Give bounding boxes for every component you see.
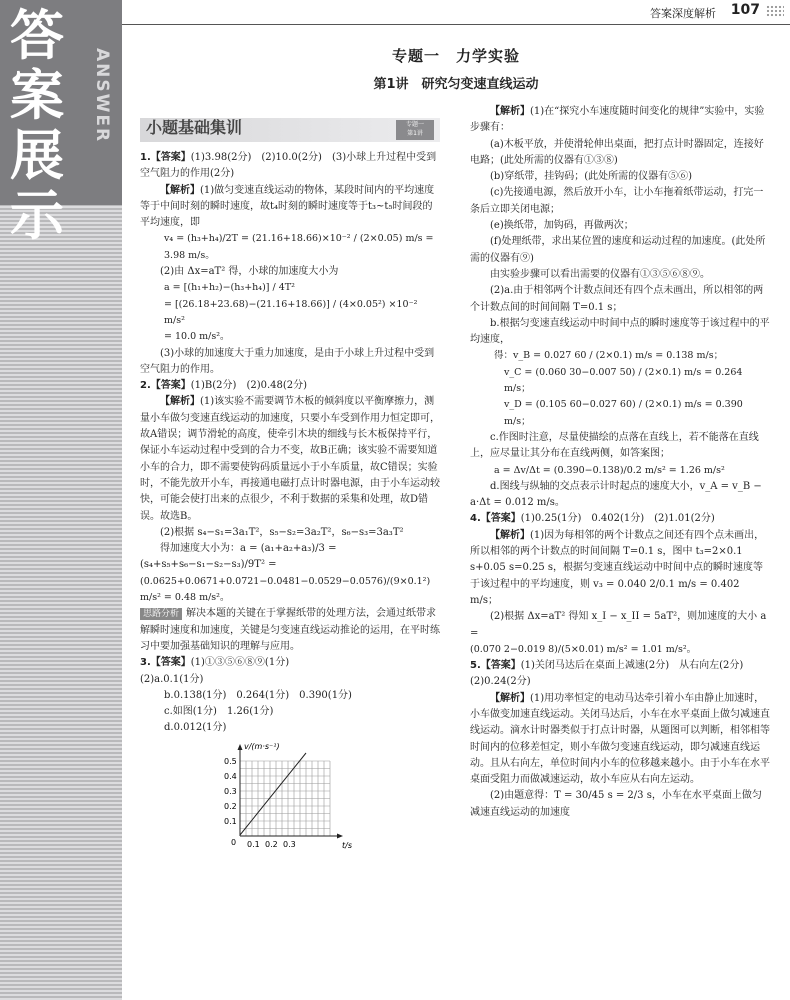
q4-analysis-text: (1)因为每相邻的两个计数点之间还有四个点未画出，所以相邻的两个计数点的时间间隔 T=0.1 s，图中 t₃=2×0.1 s+0.05 s=0.25 s，根据匀变速直线运动中时间中点的瞬时速度等于该过程中的平均速度，则 v₃ = 0.040 2/0.1 m/s = 0.402 m/s； <box>470 529 765 606</box>
answer-tag: 【答案】 <box>150 152 191 163</box>
graph-origin: 0 <box>231 837 237 847</box>
q2-answer <box>140 378 440 394</box>
q1-equation-1: v₄ = (h₃+h₄)/2T = (21.16+18.66)×10⁻² / (2×0.05) m/s = 3.98 m/s。 <box>164 233 434 261</box>
fit-line <box>240 753 306 835</box>
q2-analysis-text: (1)该实验不需要调节木板的倾斜度以平衡摩擦力，测量小车做匀变速直线运动的加速度，只要小车受到作用力恒定即可，故A错误；调节滑轮的高度，使牵引木块的细线与长木板保持平行，保证小车运动过程中受到的合力不变，故B正确；该实验不需要知道小车的合力，即不需要使钩码质量远小于小车质量，故C错误；实验时，不能先放开小车，再接通电磁打点计时器电源，由于小车运动较快，可能会使打出来的点很少，不利于数据的采集和处理，故D错误。故选B。 <box>140 396 440 522</box>
xtick-0-3: 0.3 <box>283 839 296 849</box>
q3-paragraph-8: (2)a.由于相邻两个计数点间还有四个点未画出，所以相邻的两个计数点间的时间间隔 T=0.1 s； <box>470 285 764 313</box>
q3-step-b: (b)穿纸带，挂钩码；(此处所需的仪器有⑤⑥) <box>490 171 693 183</box>
q2-thinking <box>140 606 440 655</box>
q3-equation-3: v_D = (0.105 60−0.027 60) / (2×0.1) m/s = 0.390 m/s； <box>504 399 743 427</box>
q1-answer <box>140 150 440 183</box>
q3-paragraph-9: b.根据匀变速直线运动中时间中点的瞬时速度等于该过程中的平均速度， <box>470 317 770 346</box>
analysis-tag: 【解析】 <box>490 106 530 117</box>
q1-paragraph-2: (2)由 Δx=aT² 得，小球的加速度大小为 <box>160 266 339 278</box>
dots-icon <box>766 5 784 17</box>
graph-xlabel: t/s <box>342 840 352 850</box>
q3-line-2: b.0.138(1分) 0.264(1分) 0.390(1分) <box>164 689 352 701</box>
q1-answer-text: (1)3.98(2分) (2)10.0(2分) (3)小球上升过程中受到空气阻力的作用(2分) <box>140 152 437 180</box>
q3-line-4: d.0.012(1分) <box>164 722 227 734</box>
q1-analysis-text: (1)做匀变速直线运动的物体，某段时间内的平均速度等于中间时刻的瞬时速度，故t₄时刻的瞬时速度等于t₃~t₅时间段的平均速度，即 <box>140 184 435 229</box>
xtick-0-2: 0.2 <box>265 839 278 849</box>
q3-paragraph-10: c.作图时注意，尽量使描绘的点落在直线上，若不能落在直线上，应尽量让其分布在直线两侧，如答案图； <box>470 431 759 460</box>
answer-tag: 【答案】 <box>150 380 191 392</box>
vt-graph-svg <box>224 741 358 853</box>
ytick-0-2: 0.2 <box>224 801 237 811</box>
q3-number: 3. <box>140 657 151 669</box>
q1-equation-4: = 10.0 m/s²。 <box>164 331 230 343</box>
q1-analysis <box>140 183 440 232</box>
section-banner <box>140 118 440 142</box>
q4-answer-text: (1)0.25(1分) 0.402(1分) (2)1.01(2分) <box>520 513 715 525</box>
graph-ylabel: v/(m·s⁻¹) <box>244 741 280 751</box>
vt-graph <box>224 741 352 851</box>
q3-step-a: (a)木板平放，并使滑轮伸出桌面，把打点计时器固定，连接好电路；(此处所需的仪器有①③⑧) <box>470 138 764 166</box>
q2-equation: (0.0625+0.0671+0.0721−0.0481−0.0529−0.0576)/(9×0.1²) m/s² = 0.48 m/s²。 <box>140 575 431 604</box>
q2-analysis <box>140 394 440 524</box>
q4-analysis <box>470 528 770 609</box>
banner-title: 小题基础集训 <box>146 118 243 137</box>
analysis-tag: 【解析】 <box>490 692 530 704</box>
banner-tag-line1: 专题一 <box>405 121 424 128</box>
header-label: 答案深度解析 <box>650 7 716 20</box>
q2-thinking-text: 解决本题的关键在于掌握纸带的处理方法，会通过纸带求解瞬时速度和加速度，关键是匀变速直线运动推论的运用，在平时练习中要加强基础知识的理解与应用。 <box>140 608 440 652</box>
q3-paragraph-11: d.图线与纵轴的交点表示计时起点的速度大小，v_A = v_B − a·Δt = 0.012 m/s。 <box>470 480 762 509</box>
answer-tag: 【答案】 <box>150 657 191 669</box>
q5-answer-text: (1)关闭马达后在桌面上减速(2分) 从右向左(2分) <box>520 660 744 672</box>
q3-answer-text: (1)①③⑤⑥⑧⑨(1分) <box>190 657 290 669</box>
q3-line-3: c.如图(1分) 1.26(1分) <box>164 706 274 718</box>
q3-equation-2: v_C = (0.060 30−0.007 50) / (2×0.1) m/s = 0.264 m/s； <box>504 366 743 395</box>
q5-analysis <box>470 691 770 789</box>
q5-line-1: (2)0.24(2分) <box>470 676 531 688</box>
q3-step-c: (c)先接通电源，然后放开小车，让小车拖着纸带运动，打完一条后立即关闭电源； <box>470 187 764 215</box>
ytick-0-5: 0.5 <box>224 756 237 766</box>
page-header <box>122 0 790 25</box>
ytick-0-1: 0.1 <box>224 816 237 826</box>
q5-answer <box>470 658 770 674</box>
q2-paragraph-2: (2)根据 s₄−s₁=3a₁T²，s₅−s₂=3a₂T²，s₆−s₃=3a₃T² <box>160 526 404 538</box>
banner-tag <box>396 120 434 140</box>
ytick-0-4: 0.4 <box>224 771 237 781</box>
q3-step-f: (f)处理纸带，求出某位置的速度和运动过程的加速度。(此处所需的仪器有⑨) <box>470 236 766 264</box>
q3-analysis-text: (1)在“探究小车速度随时间变化的规律”实验中，实验步骤有： <box>470 106 765 134</box>
xtick-0-1: 0.1 <box>247 839 260 849</box>
q3-equation-4: a = Δv/Δt = (0.390−0.138)/0.2 m/s² = 1.26 m/s² <box>494 464 725 476</box>
q3-analysis <box>470 104 770 137</box>
sidebar-title: 答案展示 <box>10 4 64 247</box>
q2-answer-text: (1)B(2分) (2)0.48(2分) <box>190 380 308 392</box>
answer-tag: 【答案】 <box>480 513 521 525</box>
page-title: 专题一 力学实验 <box>391 47 520 65</box>
q3-paragraph-7: 由实验步骤可以看出需要的仪器有①③⑤⑥⑧⑨。 <box>490 268 710 280</box>
sidebar <box>0 0 122 1000</box>
q4-number: 4. <box>470 513 481 525</box>
analysis-tag: 【解析】 <box>160 184 200 196</box>
analysis-tag: 【解析】 <box>490 529 530 541</box>
answer-tag: 【答案】 <box>480 660 521 672</box>
q3-answer <box>140 655 440 671</box>
page-number: 107 <box>730 2 760 18</box>
thinking-tag: 思路分析 <box>140 608 182 620</box>
banner-tag-line2: 第1讲 <box>407 130 423 137</box>
q5-number: 5. <box>470 660 481 672</box>
q2-number: 2. <box>140 380 151 392</box>
page-subtitle: 第1讲 研究匀变速直线运动 <box>373 77 539 92</box>
q5-analysis-text: (1)用功率恒定的电动马达牵引着小车由静止加速时，小车做变加速直线运动。关闭马达后，小车在水平桌面上做匀减速直线运动。滴水计时器类似于打点计时器，从题图可以判断，相邻相等时间内的位移差恒定，则小车做匀变速直线运动，即匀减速直线运动。且从右向左，单位时间内小车的位移越来越小。由于小车在水平桌面受阻力而做减速运动，故小车应从右向左运动。 <box>470 692 770 786</box>
analysis-tag: 【解析】 <box>160 396 200 408</box>
q1-equation-2: a = [(h₁+h₂)−(h₃+h₄)] / 4T² <box>164 282 295 294</box>
q4-answer <box>470 511 770 527</box>
left-column <box>140 118 440 851</box>
q1-paragraph-3: (3)小球的加速度大于重力加速度，是由于小球上升过程中受到空气阻力的作用。 <box>140 347 435 375</box>
q3-step-e: (e)换纸带，加钩码，再做两次； <box>490 220 634 232</box>
q2-paragraph-3: 得加速度大小为：a = (a₁+a₂+a₃)/3 = (s₄+s₅+s₆−s₁−s₂−s₃)/9T² = <box>140 543 337 571</box>
q1-equation-3: = [(26.18+23.68)−(21.16+18.66)] / (4×0.05²) ×10⁻² m/s² <box>164 298 418 326</box>
q3-equation-1: 得：v_B = 0.027 60 / (2×0.1) m/s = 0.138 m/s； <box>494 350 724 362</box>
q4-equation: (0.070 2−0.019 8)/(5×0.01) m/s² = 1.01 m/s²。 <box>470 643 697 655</box>
ytick-0-3: 0.3 <box>224 786 237 796</box>
sidebar-subtitle: ANSWER <box>92 48 112 144</box>
right-column <box>470 104 770 821</box>
q5-paragraph-2: (2)由题意得：T = 30/45 s = 2/3 s，小车在水平桌面上做匀减速直线运动的加速度 <box>470 790 762 818</box>
q4-paragraph-2: (2)根据 Δx=aT² 得知 x_I − x_II = 5aT²，则加速度的大小 a = <box>470 611 767 639</box>
q3-line-1: (2)a.0.1(1分) <box>140 673 204 685</box>
q1-number: 1. <box>140 152 151 163</box>
